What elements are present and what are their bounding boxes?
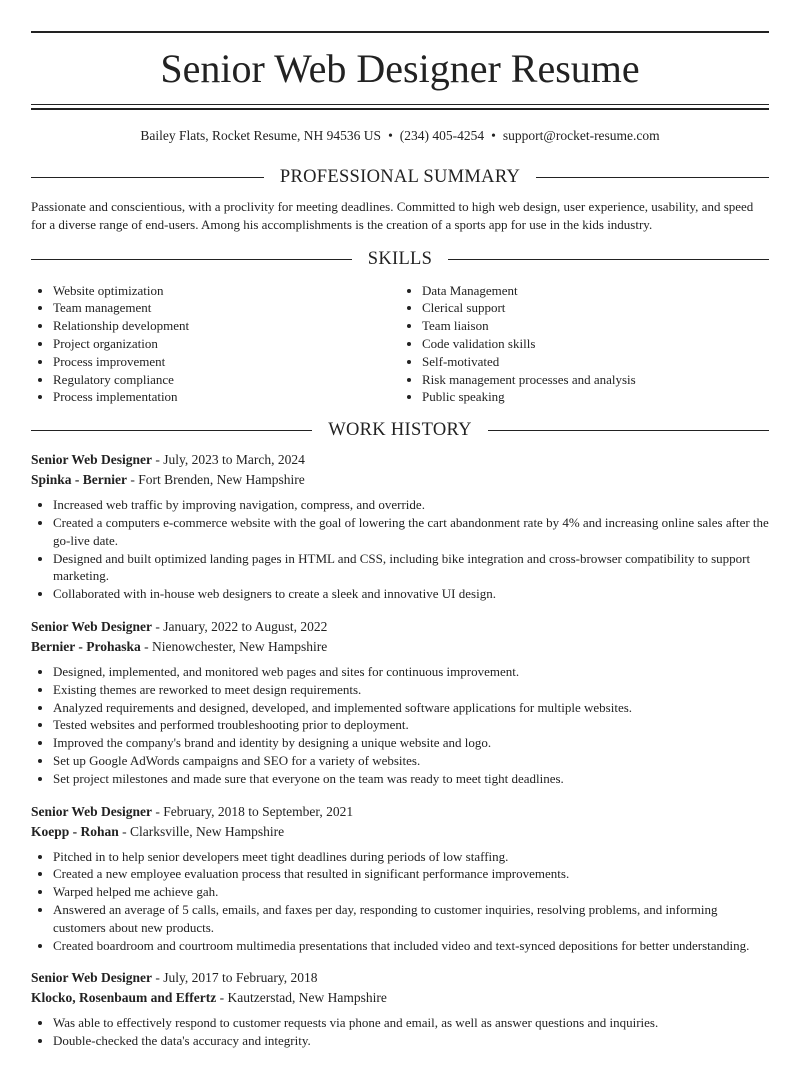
job-location: Fort Brenden, New Hampshire [138, 472, 305, 488]
resume-title: Senior Web Designer Resume [160, 46, 640, 91]
job-company: Klocko, Rosenbaum and Effertz [31, 990, 217, 1006]
job-bullet: • Double-checked the data's accuracy and integrity. [53, 1032, 769, 1050]
job-bullet: • Created a new employee evaluation process that resulted in significant performance improvements. [53, 865, 769, 883]
job-bullet: • Tested websites and performed troubleshooting prior to deployment. [53, 716, 769, 734]
job-title-line: Senior Web Designer - January, 2022 to August, 2022 [31, 618, 328, 634]
job-title-line: Senior Web Designer - February, 2018 to September, 2021 [31, 803, 354, 819]
work-history [31, 450, 769, 1050]
job-company: Koepp - Rohan [31, 823, 119, 839]
job-title: Senior Web Designer [31, 452, 153, 468]
double-divider [31, 104, 769, 110]
separator: • [491, 128, 496, 143]
job-bullet: • Collaborated with in-house web designers to create a sleek and innovative UI design. [53, 585, 769, 603]
job-entry [31, 617, 769, 788]
skill-item: • Team management [53, 299, 400, 317]
skill-item: • Public speaking [422, 388, 769, 406]
job-bullets [31, 848, 769, 955]
job-company-line: Koepp - Rohan - Clarksville, New Hampshire [31, 823, 285, 839]
job-entry [31, 450, 769, 603]
job-bullets [31, 496, 769, 603]
job-bullet: • Warped helped me achieve gah. [53, 883, 769, 901]
job-bullets [31, 663, 769, 788]
skill-item: • Relationship development [53, 317, 400, 335]
job-bullet: • Set up Google AdWords campaigns and SEO for a variety of websites. [53, 752, 769, 770]
skill-item: • Code validation skills [422, 335, 769, 353]
job-dates: February, 2018 to September, 2021 [163, 803, 354, 819]
job-bullet: • Designed and built optimized landing pages in HTML and CSS, including bike integration and cross-browser compatibility to support marketing. [53, 550, 769, 586]
job-location: Kautzerstad, New Hampshire [227, 990, 387, 1006]
skill-item: • Data Management [422, 282, 769, 300]
skill-item: • Team liaison [422, 317, 769, 335]
section-title: SKILLS [367, 249, 433, 270]
heading-rule [536, 177, 769, 178]
heading-rule [31, 430, 312, 431]
job-bullet: • Created boardroom and courtroom multimedia presentations that included video and text-synced depositions for better understanding. [53, 937, 769, 955]
job-bullet: • Designed, implemented, and monitored web pages and sites for continuous improvement. [53, 663, 769, 681]
section-heading-summary [31, 165, 769, 189]
job-location: Nienowchester, New Hampshire [152, 638, 328, 654]
skill-item: • Process implementation [53, 388, 400, 406]
job-title-line: Senior Web Designer - July, 2023 to March, 2024 [31, 452, 305, 468]
job-title: Senior Web Designer [31, 618, 153, 634]
job-location: Clarksville, New Hampshire [130, 823, 285, 839]
heading-rule [31, 177, 264, 178]
section-heading-skills [31, 248, 769, 272]
job-dates: January, 2022 to August, 2022 [163, 618, 328, 634]
job-title-line: Senior Web Designer - July, 2017 to February, 2018 [31, 970, 318, 986]
job-entry [31, 968, 769, 1050]
skill-item: • Process improvement [53, 353, 400, 371]
skill-item: • Self-motivated [422, 353, 769, 371]
job-company-line: Bernier - Prohaska - Nienowchester, New Hampshire [31, 638, 328, 654]
job-bullet: • Improved the company's brand and identity by designing a unique website and logo. [53, 734, 769, 752]
job-bullet: • Answered an average of 5 calls, emails, and faxes per day, responding to customer inquiries, resolving problems, and informing customers about new products. [53, 901, 769, 937]
contact-phone: (234) 405-4254 [399, 128, 485, 143]
section-title: WORK HISTORY [328, 419, 472, 440]
skill-item: • Regulatory compliance [53, 371, 400, 389]
heading-rule [488, 430, 769, 431]
job-bullet: • Set project milestones and made sure that everyone on the team was ready to meet tight deadlines. [53, 770, 769, 788]
job-dates: July, 2023 to March, 2024 [163, 452, 305, 468]
skills-list [31, 282, 769, 407]
summary-text: Passionate and conscientious, with a proclivity for meeting deadlines. Committed to high web design, user experience, usability, and speed for a diverse range of end-users. Among his accomplishments is the creation of a sports app for use in the kids industry. [31, 199, 754, 232]
job-entry [31, 802, 769, 955]
top-divider [31, 31, 769, 33]
job-company: Spinka - Bernier [31, 472, 128, 488]
skill-item: • Risk management processes and analysis [422, 371, 769, 389]
skill-item: • Clerical support [422, 299, 769, 317]
resume-page [0, 31, 800, 1050]
heading-rule [31, 259, 352, 260]
skill-item: • Project organization [53, 335, 400, 353]
job-bullet: • Analyzed requirements and designed, developed, and implemented software applications for multiple websites. [53, 699, 769, 717]
heading-rule [448, 259, 769, 260]
job-bullet: • Pitched in to help senior developers meet tight deadlines during periods of low staffing. [53, 848, 769, 866]
section-heading-work [31, 418, 769, 442]
skills-column-left [31, 282, 400, 407]
contact-address: Bailey Flats, Rocket Resume, NH 94536 US [140, 128, 382, 143]
section-title: PROFESSIONAL SUMMARY [279, 166, 521, 187]
job-bullet: • Created a computers e-commerce website with the goal of lowering the cart abandonment rate by 4% and increasing online sales after the go-live date. [53, 514, 769, 550]
job-bullet: • Was able to effectively respond to customer requests via phone and email, as well as answer questions and inquiries. [53, 1014, 769, 1032]
skills-column-right [400, 282, 769, 407]
job-company-line: Spinka - Bernier - Fort Brenden, New Hampshire [31, 472, 305, 488]
job-bullet: • Increased web traffic by improving navigation, compress, and override. [53, 496, 769, 514]
contact-line [31, 127, 769, 145]
separator: • [388, 128, 393, 143]
skill-item: • Website optimization [53, 282, 400, 300]
job-bullet: • Existing themes are reworked to meet design requirements. [53, 681, 769, 699]
job-title: Senior Web Designer [31, 803, 153, 819]
job-dates: July, 2017 to February, 2018 [163, 970, 318, 986]
job-company: Bernier - Prohaska [31, 638, 141, 654]
job-company-line: Klocko, Rosenbaum and Effertz - Kautzerstad, New Hampshire [31, 990, 387, 1006]
job-bullets [31, 1014, 769, 1050]
contact-email[interactable]: support@rocket-resume.com [502, 128, 660, 143]
job-title: Senior Web Designer [31, 970, 153, 986]
